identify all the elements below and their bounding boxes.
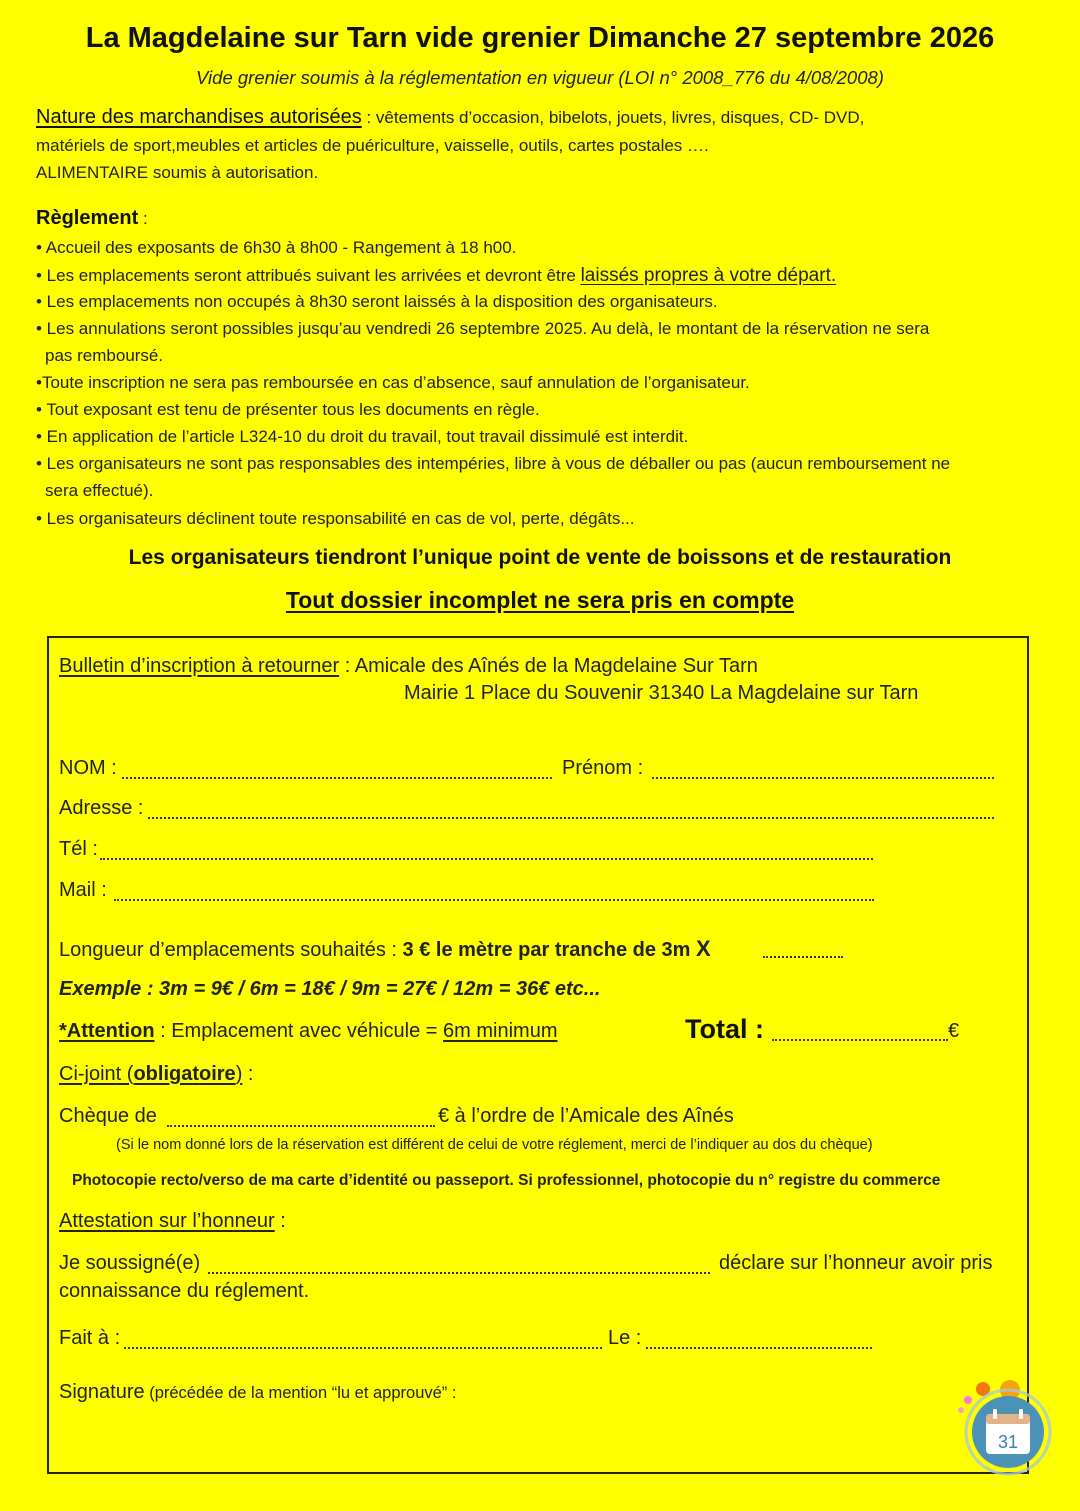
cijoint-a: Ci-joint (: [59, 1063, 134, 1085]
attention-label: *Attention: [59, 1020, 155, 1042]
cijoint-label: [59, 1063, 242, 1085]
nature-line-3: ALIMENTAIRE soumis à autorisation.: [36, 163, 319, 182]
nature-label: Nature des marchandises autorisées: [36, 106, 362, 128]
longueur-field[interactable]: [763, 955, 843, 958]
reglement-item-continued: sera effectué).: [45, 481, 154, 500]
times-sign: X: [696, 936, 711, 961]
reglement-item: [36, 265, 836, 287]
page-subtitle: Vide grenier soumis à la réglementation en vigueur (LOI n° 2008_776 du 4/08/2008): [196, 67, 884, 88]
calendar-icon: [956, 1380, 1052, 1476]
notice-drinks: Les organisateurs tiendront l’unique point de vente de boissons et de restauration: [128, 546, 952, 569]
form-address: Mairie 1 Place du Souvenir 31340 La Magdelaine sur Tarn: [404, 682, 919, 704]
cijoint-colon: :: [242, 1063, 254, 1085]
attestation-line: [59, 1210, 286, 1233]
reglement-item: •Toute inscription ne sera pas remboursée en cas d’absence, sauf annulation de l’organisateur.: [36, 373, 750, 392]
le-label: Le :: [608, 1327, 642, 1349]
reglement-heading: [36, 207, 148, 230]
reglement-label: Règlement: [36, 207, 139, 229]
prenom-field[interactable]: [652, 776, 994, 779]
reglement-item: • Tout exposant est tenu de présenter tous les documents en règle.: [36, 400, 540, 419]
tel-label: Tél :: [59, 838, 98, 860]
mail-label: Mail :: [59, 879, 107, 901]
form-return-line: [59, 655, 758, 678]
attention-line: [59, 1020, 557, 1043]
calendar-badge[interactable]: [956, 1380, 1052, 1476]
total-field[interactable]: [772, 1038, 948, 1041]
longueur-line: [59, 936, 711, 962]
attention-min: 6m minimum: [443, 1020, 558, 1042]
soussigne-label: Je soussigné(e): [59, 1252, 201, 1274]
cheque-note: (Si le nom donné lors de la réservation est différent de celui de votre réglement, merci de l’indiquer au dos du chèque): [116, 1137, 873, 1153]
soussigne-field[interactable]: [208, 1271, 710, 1274]
signature-line: [59, 1381, 456, 1404]
total-label: Total :: [685, 1014, 764, 1044]
notice-incomplete-wrap: [0, 587, 1080, 614]
adresse-label: Adresse :: [59, 797, 144, 819]
photocopie-note: Photocopie recto/verso de ma carte d’identité ou passeport. Si professionnel, photocopie du n° registre du commerce: [72, 1172, 941, 1189]
form-return-label: Bulletin d’inscription à retourner: [59, 655, 340, 677]
attestation-label: Attestation sur l’honneur: [59, 1210, 275, 1232]
nature-line-1: : vêtements d’occasion, bibelots, jouets, livres, disques, CD- DVD,: [361, 108, 865, 127]
price-label: 3 € le mètre par tranche de 3m: [402, 939, 691, 961]
declare-text: déclare sur l’honneur avoir pris: [719, 1252, 993, 1274]
reglement-item: • Accueil des exposants de 6h30 à 8h00 - Rangement à 18 h00.: [36, 238, 517, 257]
cheque-label: Chèque de: [59, 1105, 157, 1127]
mail-field[interactable]: [114, 898, 874, 901]
example-line: Exemple : 3m = 9€ / 6m = 18€ / 9m = 27€ / 12m = 36€ etc...: [59, 978, 601, 1000]
nature-line-2: matériels de sport,meubles et articles de puériculture, vaisselle, outils, cartes postales ….: [36, 136, 709, 155]
signature-area[interactable]: [59, 1410, 939, 1460]
longueur-label: Longueur d’emplacements souhaités :: [59, 939, 403, 961]
cheque-to: € à l’ordre de l’Amicale des Aînés: [438, 1105, 734, 1127]
tel-field[interactable]: [100, 857, 873, 860]
reglement-item: • En application de l’article L324-10 du droit du travail, tout travail dissimulé est interdit.: [36, 427, 689, 446]
reglement-colon: :: [138, 209, 148, 228]
nature-section: [36, 106, 864, 129]
notice-incomplete: Tout dossier incomplet ne sera pris en compte: [285, 587, 795, 613]
attention-text: : Emplacement avec véhicule =: [154, 1020, 444, 1042]
reglement-item: • Les annulations seront possibles jusqu’au vendredi 26 septembre 2025. Au delà, le montant de la réservation ne sera: [36, 319, 930, 338]
nom-field[interactable]: [122, 776, 552, 779]
signature-note: (précédée de la mention “lu et approuvé” :: [144, 1384, 457, 1402]
fait-label: Fait à :: [59, 1327, 121, 1349]
reglement-emphasis: laissés propres à votre départ.: [580, 265, 837, 286]
reglement-item-text: • Les emplacements seront attribués suivant les arrivées et devront être: [36, 266, 581, 285]
cheque-amount-field[interactable]: [167, 1124, 435, 1127]
reglement-item: • Les emplacements non occupés à 8h30 seront laissés à la disposition des organisateurs.: [36, 292, 718, 311]
le-field[interactable]: [646, 1346, 872, 1349]
adresse-field[interactable]: [148, 816, 994, 819]
fait-field[interactable]: [124, 1346, 602, 1349]
total-euro: €: [948, 1020, 960, 1042]
signature-label: Signature: [59, 1381, 145, 1403]
form-return-to: : Amicale des Aînés de la Magdelaine Sur Tarn: [339, 655, 758, 677]
reglement-item: • Les organisateurs ne sont pas responsables des intempéries, libre à vous de déballer ou pas (aucun remboursement ne: [36, 454, 951, 473]
prenom-label: Prénom :: [562, 757, 644, 779]
calendar-day: 31: [997, 1432, 1019, 1452]
reglement-item-continued: pas remboursé.: [45, 346, 164, 365]
cijoint-line: [59, 1063, 253, 1086]
cijoint-obligatoire: obligatoire: [133, 1063, 236, 1085]
attestation-colon: :: [274, 1210, 286, 1232]
nom-label: NOM :: [59, 757, 117, 779]
page-title: La Magdelaine sur Tarn vide grenier Dimanche 27 septembre 2026: [85, 22, 995, 54]
reglement-item: • Les organisateurs déclinent toute responsabilité en cas de vol, perte, dégâts...: [36, 509, 635, 528]
connaissance-text: connaissance du réglement.: [59, 1280, 310, 1302]
cijoint-c: ): [235, 1063, 243, 1085]
